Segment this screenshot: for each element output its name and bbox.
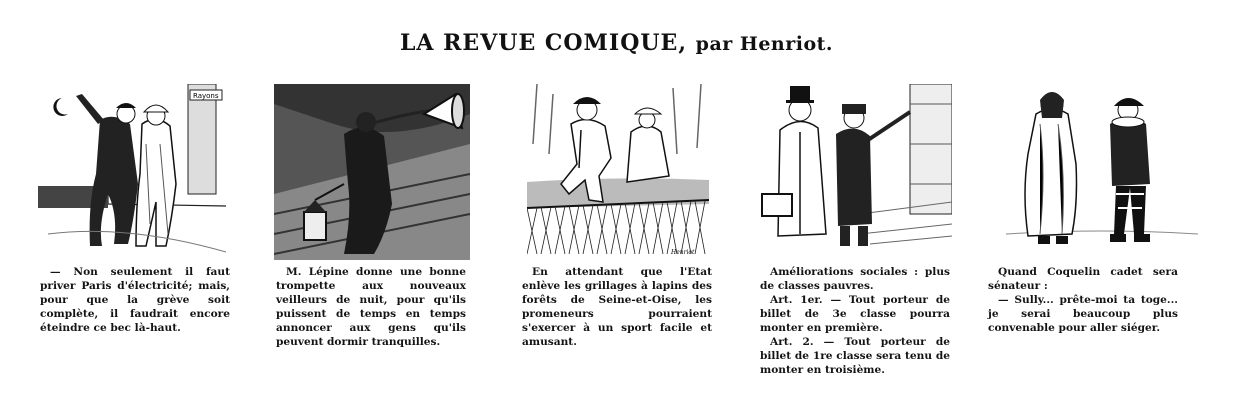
costume-figure xyxy=(1110,118,1150,186)
toga-figure xyxy=(1025,109,1077,236)
cartoon-panel-1 xyxy=(38,84,226,260)
cartoon-panel-2 xyxy=(274,84,470,260)
cartoon-coquelin-sully xyxy=(1006,84,1198,260)
caption-panel-3 xyxy=(522,265,712,349)
caption-panel-2 xyxy=(276,265,466,349)
shop-sign: Rayons xyxy=(193,92,219,100)
caption-panel-5 xyxy=(988,265,1178,335)
cartoon-panel-5 xyxy=(1006,84,1198,260)
caption-text: Améliorations sociales : plus de classes pauvres. xyxy=(760,266,950,292)
caption-text: — Sully... prête-moi ta toge... je serai beaucoup plus convenable pour aller siéger. xyxy=(988,294,1178,334)
title-byline: par Henriot. xyxy=(695,33,834,55)
cartoon-moon-men xyxy=(38,84,226,260)
cartoon-night-watchman xyxy=(274,84,470,260)
cartoon-train-classes xyxy=(760,84,952,260)
cartoon-panel-3 xyxy=(527,84,709,260)
caption-text: En attendant que l'Etat enlève les grillages à lapins des forêts de Seine-et-Oise, les promeneurs pourraient s'exercer à un sport facile et amusant. xyxy=(522,266,712,348)
lantern-icon xyxy=(304,212,326,240)
caption-text: Art. 2. — Tout porteur de billet de 1re classe sera tenu de monter en troisième. xyxy=(760,336,950,376)
top-hat-icon xyxy=(790,86,810,102)
page-title xyxy=(0,30,1233,56)
caption-text: Quand Coquelin cadet sera sénateur : xyxy=(988,266,1178,292)
caption-text: — Non seulement il faut priver Paris d'électricité; mais, pour que la grève soit complète, il faudrait encore éteindre ce bec là-haut. xyxy=(40,266,230,334)
suitcase-icon xyxy=(762,194,792,216)
cartoon-panel-4 xyxy=(760,84,952,260)
artist-signature: Henriot xyxy=(671,249,695,256)
cap-icon xyxy=(842,104,866,114)
cartoon-rabbit-fence xyxy=(527,84,709,260)
caption-text: M. Lépine donne une bonne trompette aux nouveaux veilleurs de nuit, pour qu'ils puissent de temps en temps annoncer aux gens qu'ils peuvent dormir tranquilles. xyxy=(276,266,466,348)
caption-text: Art. 1er. — Tout porteur de billet de 3e classe pourra monter en première. xyxy=(760,294,950,334)
caption-panel-4 xyxy=(760,265,950,377)
caption-panel-1 xyxy=(40,265,230,335)
title-text: LA REVUE COMIQUE, xyxy=(399,30,687,56)
